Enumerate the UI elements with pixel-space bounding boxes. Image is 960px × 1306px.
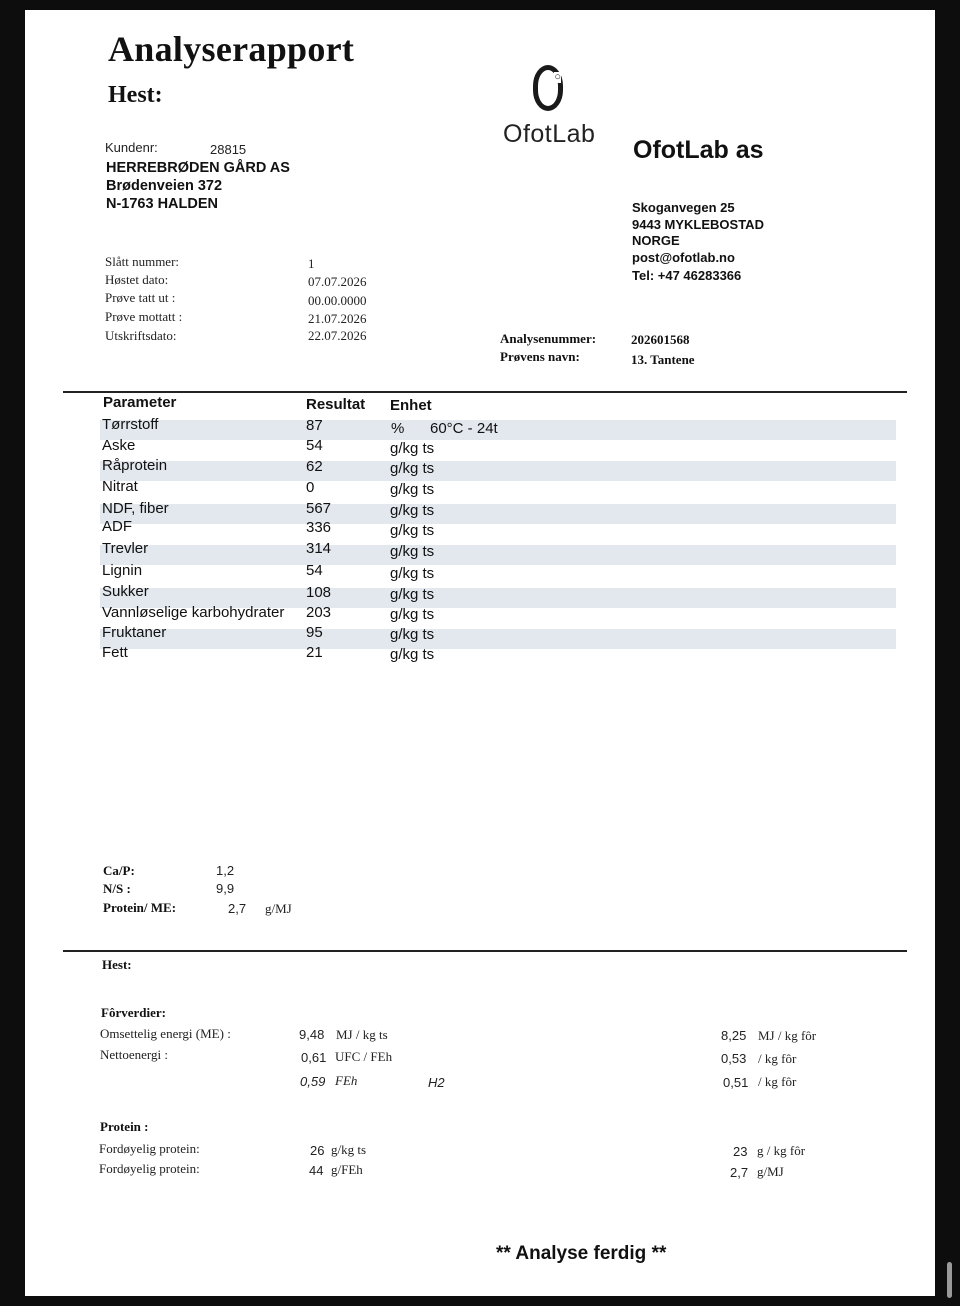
sample-label-3: Prøve mottatt :	[105, 309, 183, 324]
sample-value-0: 1	[308, 256, 315, 271]
row-stripe	[100, 461, 896, 481]
row-11-value: 21	[306, 644, 323, 661]
protein-me-label: Protein/ ME:	[103, 900, 177, 915]
dp-label-2: Fordøyelig protein:	[99, 1161, 200, 1176]
me-ts-unit: MJ / kg ts	[336, 1027, 388, 1042]
col-header-parameter: Parameter	[103, 394, 177, 411]
feh-for-unit: / kg fôr	[758, 1074, 797, 1089]
ufc-ts-value: 0,61	[301, 1050, 327, 1065]
row-3-unit: g/kg ts	[390, 481, 435, 498]
report-subtitle: Hest:	[108, 82, 163, 108]
row-11-unit: g/kg ts	[390, 646, 435, 663]
row-8-unit: g/kg ts	[390, 586, 435, 603]
sample-label-2: Prøve tatt ut :	[105, 290, 176, 305]
analysis-done-text: ** Analyse ferdig **	[496, 1243, 667, 1264]
row-11-param: Fett	[102, 644, 128, 661]
ofotlab-logo-icon: ○	[533, 65, 563, 111]
protein-me-unit: g/MJ	[265, 901, 292, 916]
feed-section-title: Hest:	[102, 957, 132, 972]
row-0-param: Tørrstoff	[102, 416, 159, 433]
lab-phone: Tel: +47 46283366	[632, 268, 742, 283]
row-5-param: ADF	[102, 518, 132, 535]
dp-for-value: 23	[733, 1144, 748, 1159]
row-2-unit: g/kg ts	[390, 460, 435, 477]
dp-feh-value: 44	[309, 1163, 324, 1178]
dp-label-1: Fordøyelig protein:	[99, 1141, 200, 1156]
feed-values-title: Fôrverdier:	[101, 1005, 166, 1020]
row-7-param: Lignin	[102, 562, 143, 579]
lab-email: post@ofotlab.no	[632, 250, 735, 265]
h2-label: H2	[428, 1075, 445, 1090]
feh-ts-value: 0,59	[300, 1074, 326, 1089]
ca-p-value: 1,2	[216, 863, 235, 878]
scrollbar-thumb[interactable]	[947, 1262, 952, 1298]
row-6-param: Trevler	[102, 540, 149, 557]
col-header-unit: Enhet	[390, 397, 432, 414]
row-stripe	[100, 545, 896, 565]
report-title: Analyserapport	[108, 29, 355, 69]
row-2-value: 62	[306, 458, 323, 475]
row-5-value: 336	[306, 519, 332, 536]
n-s-value: 9,9	[216, 881, 235, 896]
divider-top	[63, 391, 907, 393]
row-7-value: 54	[306, 562, 323, 579]
row-4-unit: g/kg ts	[390, 502, 435, 519]
customer-number: 28815	[210, 142, 247, 157]
lab-name: OfotLab as	[633, 136, 764, 164]
row-8-value: 108	[306, 584, 332, 601]
sample-name-label: Prøvens navn:	[500, 349, 580, 364]
row-7-unit: g/kg ts	[390, 565, 435, 582]
dp-for-unit: g / kg fôr	[757, 1143, 806, 1158]
sample-value-3: 21.07.2026	[308, 311, 367, 326]
analysis-number: 202601568	[631, 332, 690, 347]
row-4-value: 567	[306, 500, 332, 517]
lab-city: 9443 MYKLEBOSTAD	[632, 217, 764, 232]
sample-value-2: 00.00.0000	[308, 293, 367, 308]
ufc-for-value: 0,53	[721, 1051, 747, 1066]
sample-label-1: Høstet dato:	[105, 272, 169, 287]
n-s-label: N/S :	[103, 881, 131, 896]
protein-me-value: 2,7	[228, 901, 247, 916]
protein-title: Protein :	[100, 1119, 149, 1134]
ufc-for-unit: / kg fôr	[758, 1051, 797, 1066]
row-10-unit: g/kg ts	[390, 626, 435, 643]
col-header-result: Resultat	[306, 396, 366, 413]
report-page	[25, 10, 935, 1296]
lab-country: NORGE	[632, 233, 680, 248]
row-9-param: Vannløselige karbohydrater	[102, 604, 285, 621]
sample-label-0: Slått nummer:	[105, 254, 180, 269]
sample-label-4: Utskriftsdato:	[105, 328, 177, 343]
row-3-param: Nitrat	[102, 478, 138, 495]
dp-mj-unit: g/MJ	[757, 1164, 784, 1179]
row-6-unit: g/kg ts	[390, 543, 435, 560]
row-1-unit: g/kg ts	[390, 440, 435, 457]
row-5-unit: g/kg ts	[390, 522, 435, 539]
row-1-param: Aske	[102, 437, 136, 454]
customer-number-label: Kundenr:	[105, 140, 158, 155]
row-3-value: 0	[306, 479, 315, 496]
me-for-unit: MJ / kg fôr	[758, 1028, 817, 1043]
row-9-unit: g/kg ts	[390, 606, 435, 623]
row-9-value: 203	[306, 604, 332, 621]
feh-for-value: 0,51	[723, 1075, 749, 1090]
lab-street: Skoganvegen 25	[632, 200, 735, 215]
row-8-param: Sukker	[102, 583, 149, 600]
row-2-param: Råprotein	[102, 457, 168, 474]
me-ts-value: 9,48	[299, 1027, 325, 1042]
customer-name: HERREBRØDEN GÅRD AS	[106, 160, 290, 176]
sample-value-4: 22.07.2026	[308, 328, 367, 343]
row-stripe	[100, 420, 896, 440]
logo-text: OfotLab	[503, 120, 596, 148]
ufc-ts-unit: UFC / FEh	[335, 1049, 393, 1064]
ne-label: Nettoenergi :	[100, 1047, 168, 1062]
analysis-number-label: Analysenummer:	[500, 331, 597, 346]
dp-feh-unit: g/FEh	[331, 1162, 363, 1177]
row-1-value: 54	[306, 437, 323, 454]
me-label: Omsettelig energi (ME) :	[100, 1026, 231, 1041]
me-for-value: 8,25	[721, 1028, 747, 1043]
divider-bottom	[63, 950, 907, 952]
row-stripe	[100, 504, 896, 524]
row-stripe	[100, 629, 896, 649]
row-0-unit: %	[391, 420, 405, 437]
customer-city: N-1763 HALDEN	[106, 196, 218, 212]
row-10-value: 95	[306, 624, 323, 641]
row-6-value: 314	[306, 540, 332, 557]
customer-street: Brødenveien 372	[106, 178, 223, 194]
row-0-value: 87	[306, 417, 323, 434]
dp-ts-value: 26	[310, 1143, 325, 1158]
feh-ts-unit: FEh	[335, 1073, 358, 1088]
dp-mj-value: 2,7	[730, 1165, 749, 1180]
sample-name: 13. Tantene	[631, 352, 695, 367]
ca-p-label: Ca/P:	[103, 863, 135, 878]
row-10-param: Fruktaner	[102, 624, 167, 641]
row-0-note: 60°C - 24t	[430, 420, 498, 437]
sample-value-1: 07.07.2026	[308, 274, 367, 289]
dp-ts-unit: g/kg ts	[331, 1142, 367, 1157]
row-4-param: NDF, fiber	[102, 500, 169, 517]
